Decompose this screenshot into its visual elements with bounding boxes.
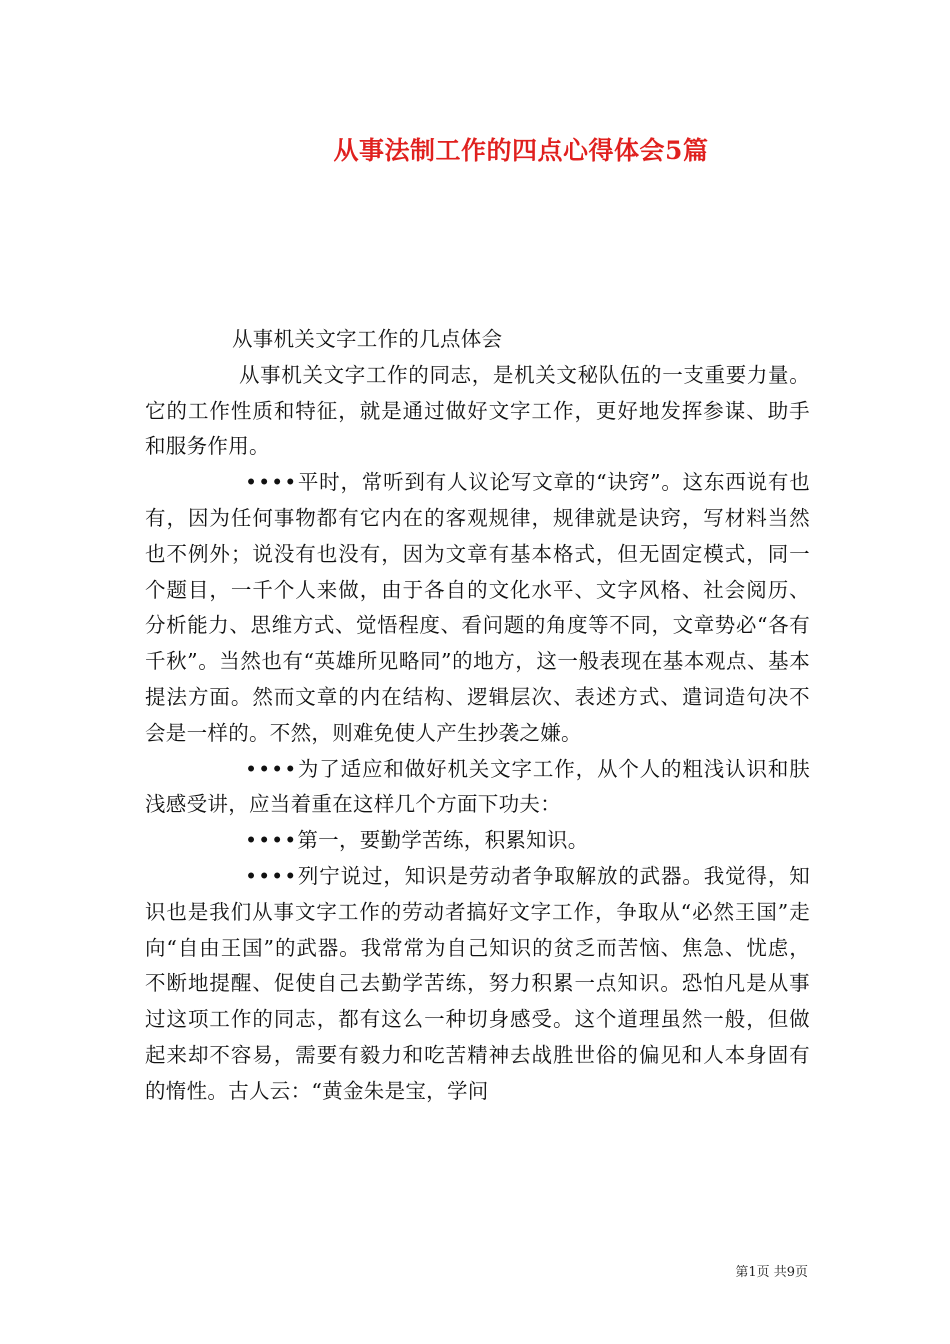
paragraph-5-text: 列宁说过，知识是劳动者争取解放的武器。我觉得，知识也是我们从事文字工作的劳动者搞好文字工作，争取从“必然王国”走向“自由王国”的武器。我常常为自己知识的贫乏而苦恼、焦急、忧虑，不断地提醒、促使自己去勤学苦练，努力积累一点知识。恐怕凡是从事过这项工作的同志，都有这么一种切身感受。这个道理虽然一般，但做起来却不容易，需要有毅力和吃苦精神去战胜世俗的偏见和人本身固有的惰性。古人云：“黄金朱是宝，学问 — [145, 863, 810, 1103]
page-number-footer: 第1页 共9页 — [735, 1265, 808, 1280]
paragraph-4-text: 第一，要勤学苦练，积累知识。 — [297, 828, 589, 853]
paragraph-2 — [145, 465, 810, 751]
paragraph-5 — [145, 859, 810, 1110]
document-body — [145, 322, 810, 1110]
paragraph-2-lead: •••• — [245, 470, 298, 495]
paragraph-2-text: 平时，常听到有人议论写文章的“诀窍”。这东西说有也有，因为任何事物都有它内在的客观规律，规律就是诀窍，写材料当然也不例外；说没有也没有，因为文章有基本格式，但无固定模式，同一个题目，一千个人来做，由于各自的文化水平、文字风格、社会阅历、分析能力、思维方式、觉悟程度、看问题的角度等不同，文章势必“各有千秋”。当然也有“英雄所见略同”的地方，这一般表现在基本观点、基本提法方面。然而文章的内在结构、逻辑层次、表述方式、遣词造句决不会是一样的。不然，则难免使人产生抄袭之嫌。 — [145, 470, 810, 745]
paragraph-3 — [145, 752, 810, 824]
paragraph-3-lead: •••• — [245, 756, 298, 781]
paragraph-5-lead: •••• — [245, 863, 298, 888]
paragraph-1 — [145, 358, 810, 465]
paragraph-4 — [145, 823, 810, 859]
paragraph-1-text: 从事机关文字工作的同志，是机关文秘队伍的一支重要力量。它的工作性质和特征，就是通过做好文字工作，更好地发挥参谋、助手和服务作用。 — [145, 362, 810, 459]
paragraph-3-text: 为了适应和做好机关文字工作，从个人的粗浅认识和肤浅感受讲，应当着重在这样几个方面下功夫： — [145, 756, 810, 817]
document-title: 从事法制工作的四点心得体会5篇 — [333, 136, 709, 165]
paragraph-4-lead: •••• — [245, 828, 298, 853]
section-subtitle: 从事机关文字工作的几点体会 — [232, 327, 503, 351]
